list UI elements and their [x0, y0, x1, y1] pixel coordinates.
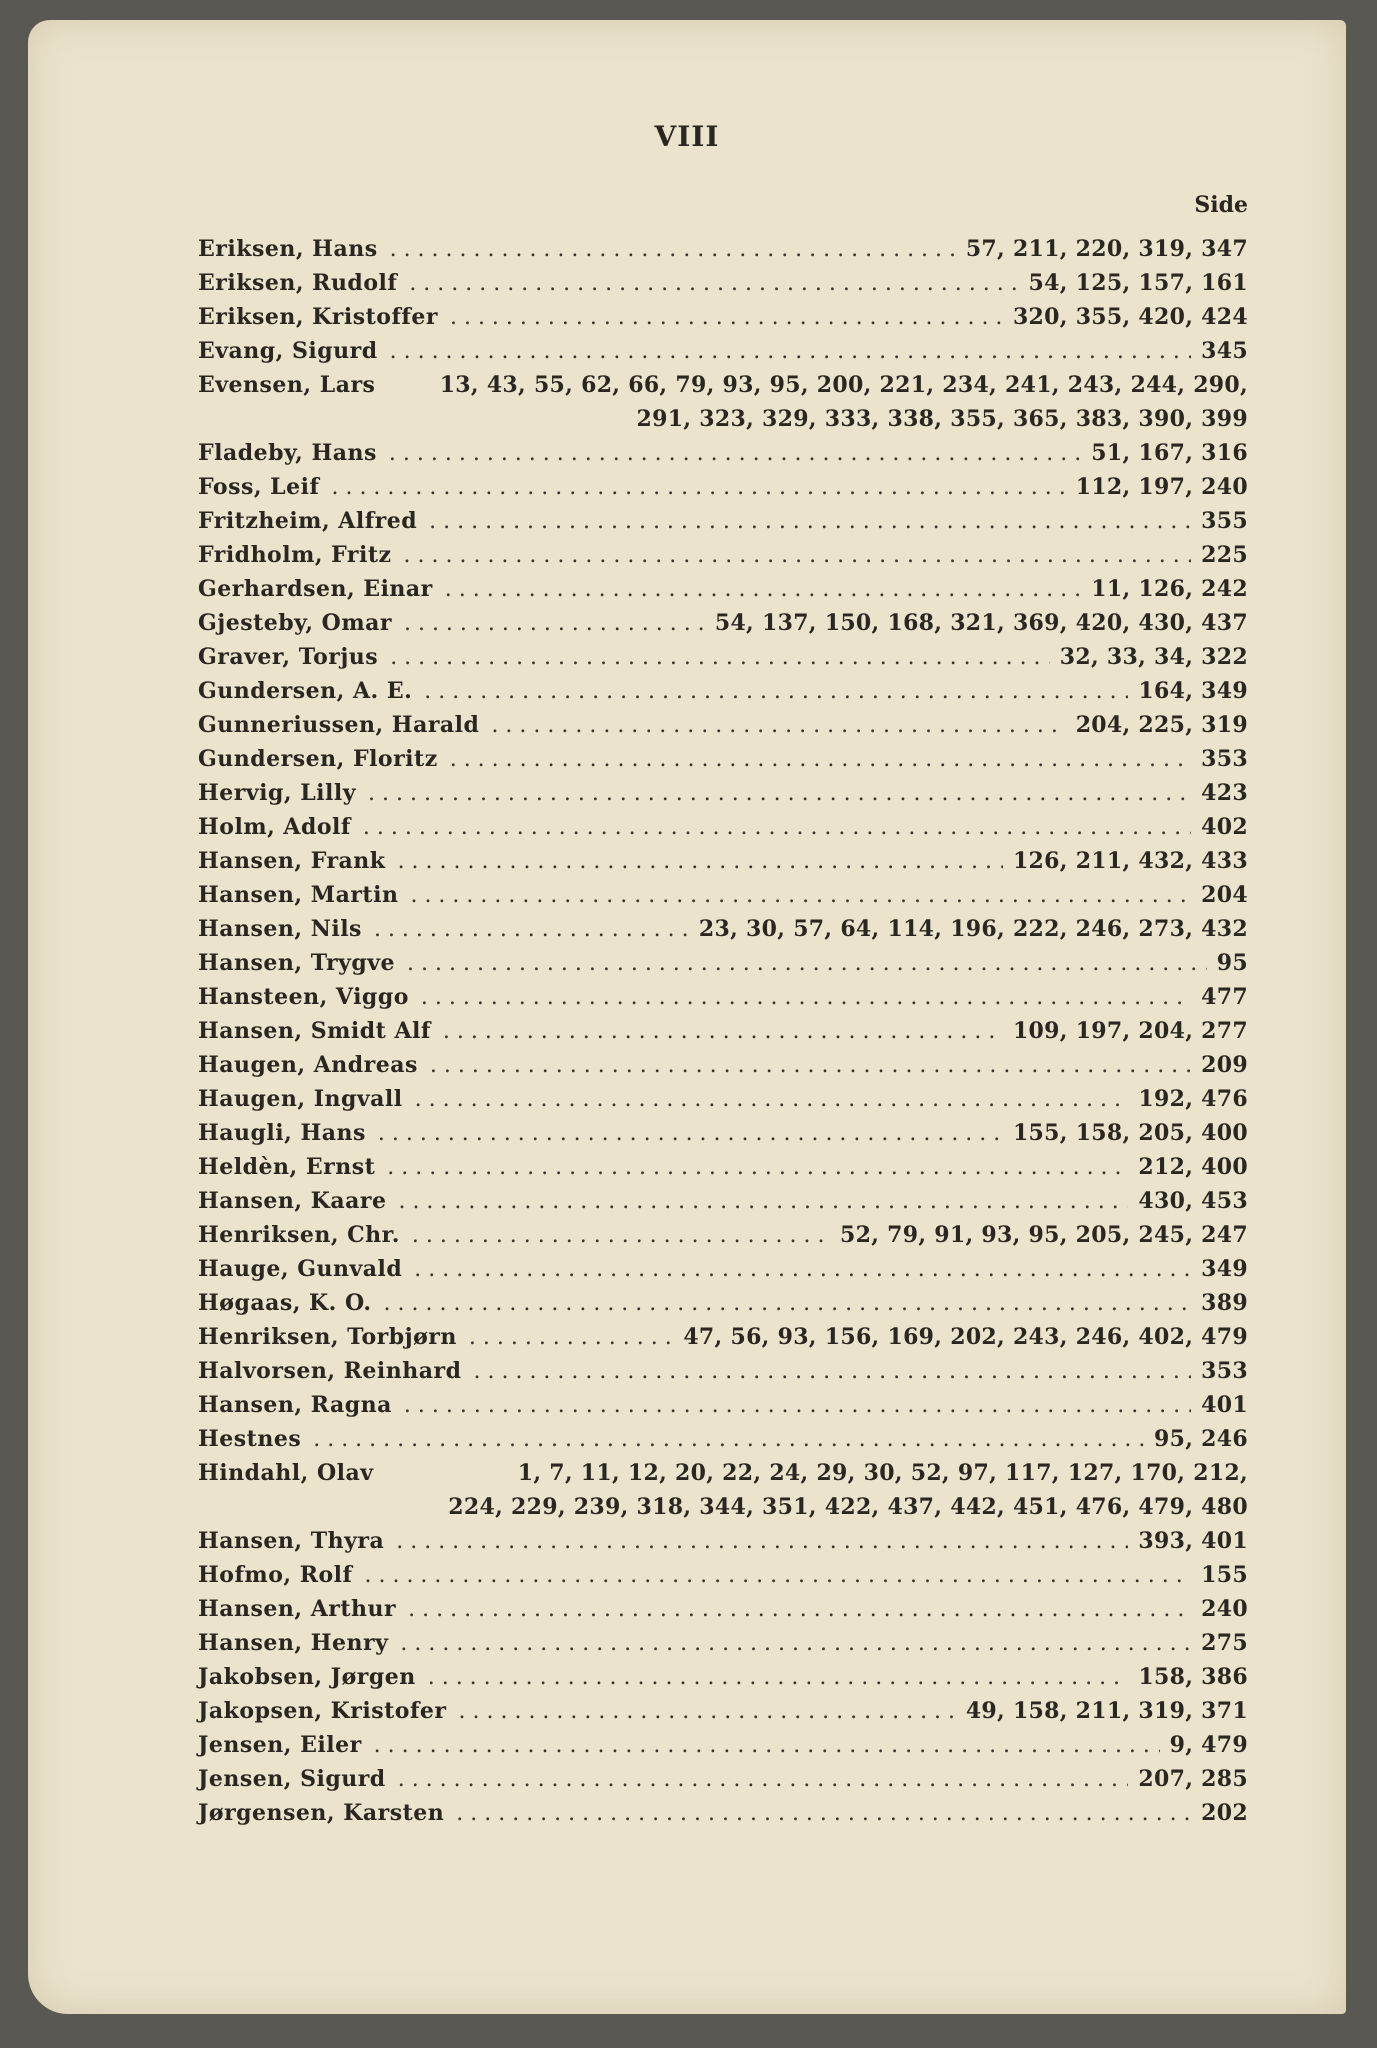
index-entry-line: [198, 1252, 1248, 1286]
index-entry-line: [198, 1320, 1248, 1354]
dot-leader: [390, 641, 1050, 675]
entry-page-numbers: 204, 225, 319: [1075, 712, 1248, 738]
index-entry: [198, 1048, 1248, 1082]
entry-name: Hansen, Smidt Alf: [198, 1018, 431, 1044]
entry-name: Hansen, Thyra: [198, 1528, 385, 1554]
entry-name: Haugen, Ingvall: [198, 1086, 403, 1112]
index-entry-line: [198, 742, 1248, 776]
entry-name: Gerhardsen, Einar: [198, 576, 433, 602]
dot-leader: [429, 505, 1191, 539]
index-entry: [198, 334, 1248, 368]
entry-page-numbers: 430, 453: [1138, 1188, 1248, 1214]
index-entry-line: [198, 1286, 1248, 1320]
index-entry-line: [198, 980, 1248, 1014]
entry-name: Jensen, Eiler: [198, 1732, 362, 1758]
entry-name: Hansen, Nils: [198, 916, 362, 942]
index-entry: [198, 232, 1248, 266]
entry-name: Hansen, Martin: [198, 882, 399, 908]
entry-name: Gjesteby, Omar: [198, 610, 392, 636]
dot-leader: [404, 1389, 1191, 1423]
entry-name: Haugen, Andreas: [198, 1052, 418, 1078]
index-entry: [198, 708, 1248, 742]
index-entry-line: [198, 232, 1248, 266]
dot-leader: [412, 1219, 830, 1253]
index-entry: [198, 980, 1248, 1014]
dot-leader: [363, 811, 1191, 845]
index-entry: [198, 912, 1248, 946]
entry-name: Hindahl, Olav: [198, 1460, 374, 1486]
index-entry-line: [198, 708, 1248, 742]
entry-page-numbers: 209: [1201, 1052, 1248, 1078]
index-entry: [198, 878, 1248, 912]
entry-name: Evensen, Lars: [198, 372, 376, 398]
index-entry-line: [198, 1728, 1248, 1762]
entry-page-numbers: 320, 355, 420, 424: [1012, 304, 1248, 330]
dot-leader: [400, 1627, 1191, 1661]
dot-leader: [491, 709, 1065, 743]
index-entry-line: [198, 1524, 1248, 1558]
entry-name: Hansen, Frank: [198, 848, 386, 874]
entry-page-numbers: 393, 401: [1138, 1528, 1248, 1554]
dot-leader: [331, 471, 1065, 505]
entry-name: Foss, Leif: [198, 474, 320, 500]
entry-page-numbers: 207, 285: [1138, 1766, 1248, 1792]
entry-page-numbers: 23, 30, 57, 64, 114, 196, 222, 246, 273, 432: [698, 916, 1248, 942]
index-entry-line: [198, 436, 1248, 470]
entry-page-numbers: 112, 197, 240: [1075, 474, 1248, 500]
index-entry: [198, 1388, 1248, 1422]
index-entry: [198, 1150, 1248, 1184]
entry-name: Henriksen, Torbjørn: [198, 1324, 457, 1350]
entry-page-numbers: 192, 476: [1138, 1086, 1248, 1112]
entry-page-numbers: 47, 56, 93, 156, 169, 202, 243, 246, 402, 479: [683, 1324, 1248, 1350]
entry-page-numbers: 204: [1201, 882, 1248, 908]
entry-page-numbers: 126, 211, 432, 433: [1012, 848, 1248, 874]
entry-page-numbers: 355: [1201, 508, 1248, 534]
index-entry-line: [198, 674, 1248, 708]
index-entry-line: [198, 640, 1248, 674]
dot-leader: [450, 743, 1191, 777]
dot-leader: [445, 573, 1082, 607]
index-entry-line: [198, 266, 1248, 300]
index-entry-line: [198, 538, 1248, 572]
index-entry-line: [198, 1626, 1248, 1660]
name-index-list: [198, 232, 1248, 1830]
entry-page-numbers: 225: [1201, 542, 1248, 568]
entry-name: Hansen, Arthur: [198, 1596, 397, 1622]
dot-leader: [368, 777, 1191, 811]
entry-page-numbers: 423: [1201, 780, 1248, 806]
entry-name: Haugli, Hans: [198, 1120, 366, 1146]
index-entry: [198, 1456, 1248, 1524]
dot-leader: [415, 1083, 1129, 1117]
entry-page-numbers: 402: [1201, 814, 1248, 840]
index-entry-line: [198, 1456, 1248, 1490]
page-number: VIII: [654, 120, 720, 153]
index-entry-line: [198, 334, 1248, 368]
dot-leader: [450, 301, 1003, 335]
dot-leader: [374, 913, 689, 947]
entry-page-numbers: 291, 323, 329, 333, 338, 355, 365, 383, 390, 399: [636, 406, 1248, 432]
entry-page-numbers: 109, 197, 204, 277: [1012, 1018, 1248, 1044]
index-entry: [198, 1286, 1248, 1320]
entry-page-numbers: 202: [1201, 1800, 1248, 1826]
entry-page-numbers: 401: [1201, 1392, 1248, 1418]
entry-name: Eriksen, Rudolf: [198, 270, 398, 296]
entry-page-numbers: 158, 386: [1138, 1664, 1248, 1690]
entry-page-numbers: 353: [1201, 1358, 1248, 1384]
entry-name: Hansteen, Viggo: [198, 984, 409, 1010]
index-entry: [198, 606, 1248, 640]
entry-page-numbers: 155, 158, 205, 400: [1012, 1120, 1248, 1146]
index-entry-line: [198, 606, 1248, 640]
index-entry-continuation: [198, 402, 1248, 436]
dot-leader: [407, 947, 1207, 981]
index-entry: [198, 300, 1248, 334]
index-entry: [198, 266, 1248, 300]
entry-name: Holm, Adolf: [198, 814, 351, 840]
entry-page-numbers: 95: [1216, 950, 1248, 976]
index-entry-line: [198, 572, 1248, 606]
entry-name: Eriksen, Hans: [198, 236, 378, 262]
dot-leader: [389, 437, 1081, 471]
entry-page-numbers: 51, 167, 316: [1091, 440, 1248, 466]
dot-leader: [384, 1287, 1192, 1321]
dot-leader: [424, 675, 1128, 709]
index-entry: [198, 810, 1248, 844]
entry-page-numbers: 95, 246: [1154, 1426, 1248, 1452]
dot-leader: [398, 1185, 1128, 1219]
dot-leader: [398, 845, 1003, 879]
entry-page-numbers: 240: [1201, 1596, 1248, 1622]
index-entry-line: [198, 1694, 1248, 1728]
index-entry-line: [198, 300, 1248, 334]
index-entry: [198, 1796, 1248, 1830]
dot-leader: [469, 1321, 673, 1355]
index-entry: [198, 1592, 1248, 1626]
entry-name: Evang, Sigurd: [198, 338, 378, 364]
index-entry-line: [198, 810, 1248, 844]
index-entry-line: [198, 1184, 1248, 1218]
index-entry: [198, 1218, 1248, 1252]
index-entry-line: [198, 1082, 1248, 1116]
entry-name: Jakobsen, Jørgen: [198, 1664, 416, 1690]
index-entry: [198, 1422, 1248, 1456]
index-entry-line: [198, 504, 1248, 538]
entry-page-numbers: 52, 79, 91, 93, 95, 205, 245, 247: [840, 1222, 1248, 1248]
dot-leader: [443, 1015, 1003, 1049]
dot-leader: [364, 1559, 1191, 1593]
side-column-header: Side: [1194, 192, 1248, 218]
entry-name: Hauge, Gunvald: [198, 1256, 403, 1282]
entry-name: Eriksen, Kristoffer: [198, 304, 438, 330]
entry-name: Hansen, Kaare: [198, 1188, 387, 1214]
dot-leader: [459, 1695, 956, 1729]
dot-leader: [390, 233, 956, 267]
index-entry: [198, 1558, 1248, 1592]
entry-page-numbers: 389: [1201, 1290, 1248, 1316]
index-entry: [198, 1082, 1248, 1116]
entry-name: Jakopsen, Kristofer: [198, 1698, 447, 1724]
index-entry-line: [198, 1422, 1248, 1456]
entry-name: Hansen, Trygve: [198, 950, 396, 976]
entry-name: Gundersen, A. E.: [198, 678, 413, 704]
dot-leader: [421, 981, 1191, 1015]
index-entry: [198, 844, 1248, 878]
index-entry-line: [198, 776, 1248, 810]
entry-page-numbers: 477: [1201, 984, 1248, 1010]
index-entry: [198, 572, 1248, 606]
index-entry-line: [198, 368, 1248, 402]
index-entry-line: [198, 1218, 1248, 1252]
dot-leader: [398, 1763, 1129, 1797]
dot-leader: [387, 1151, 1128, 1185]
index-entry-line: [198, 1796, 1248, 1830]
entry-page-numbers: 9, 479: [1169, 1732, 1248, 1758]
index-entry-line: [198, 912, 1248, 946]
index-entry: [198, 1354, 1248, 1388]
index-entry-line: [198, 1592, 1248, 1626]
entry-page-numbers: 54, 137, 150, 168, 321, 369, 420, 430, 437: [714, 610, 1248, 636]
entry-name: Fladeby, Hans: [198, 440, 377, 466]
dot-leader: [404, 607, 705, 641]
index-entry: [198, 504, 1248, 538]
dot-leader: [408, 1593, 1191, 1627]
index-entry-line: [198, 1014, 1248, 1048]
index-entry: [198, 436, 1248, 470]
index-entry: [198, 1252, 1248, 1286]
index-entry-line: [198, 1660, 1248, 1694]
entry-page-numbers: 353: [1201, 746, 1248, 772]
entry-name: Hervig, Lilly: [198, 780, 357, 806]
index-entry-line: [198, 1354, 1248, 1388]
index-entry: [198, 1626, 1248, 1660]
entry-page-numbers: 13, 43, 55, 62, 66, 79, 93, 95, 200, 221, 234, 241, 243, 244, 290,: [439, 372, 1248, 398]
dot-leader: [456, 1797, 1191, 1831]
dot-leader: [378, 1117, 1003, 1151]
dot-leader: [404, 539, 1192, 573]
entry-page-numbers: 1, 7, 11, 12, 20, 22, 24, 29, 30, 52, 97, 117, 127, 170, 212,: [517, 1460, 1248, 1486]
index-entry: [198, 1660, 1248, 1694]
index-entry: [198, 1762, 1248, 1796]
index-entry: [198, 470, 1248, 504]
dot-leader: [374, 1729, 1160, 1763]
entry-page-numbers: 164, 349: [1138, 678, 1248, 704]
entry-page-numbers: 54, 125, 157, 161: [1028, 270, 1248, 296]
entry-name: Hestnes: [198, 1426, 302, 1452]
dot-leader: [410, 879, 1191, 913]
index-entry-continuation: [198, 1490, 1248, 1524]
entry-page-numbers: 275: [1201, 1630, 1248, 1656]
dot-leader: [390, 335, 1192, 369]
entry-name: Fritzheim, Alfred: [198, 508, 418, 534]
index-entry-line: [198, 470, 1248, 504]
entry-name: Heldèn, Ernst: [198, 1154, 376, 1180]
index-entry: [198, 742, 1248, 776]
entry-name: Jørgensen, Karsten: [198, 1800, 445, 1826]
entry-page-numbers: 32, 33, 34, 322: [1059, 644, 1248, 670]
dot-leader: [428, 1661, 1129, 1695]
entry-name: Fridholm, Fritz: [198, 542, 392, 568]
entry-name: Høgaas, K. O.: [198, 1290, 372, 1316]
entry-name: Graver, Torjus: [198, 644, 379, 670]
index-entry: [198, 1728, 1248, 1762]
index-entry: [198, 1014, 1248, 1048]
dot-leader: [474, 1355, 1192, 1389]
index-entry: [198, 1320, 1248, 1354]
entry-name: Hansen, Ragna: [198, 1392, 392, 1418]
index-entry: [198, 1116, 1248, 1150]
index-entry: [198, 1694, 1248, 1728]
index-entry-line: [198, 844, 1248, 878]
entry-name: Jensen, Sigurd: [198, 1766, 386, 1792]
entry-name: Halvorsen, Reinhard: [198, 1358, 462, 1384]
entry-name: Hofmo, Rolf: [198, 1562, 353, 1588]
index-entry-line: [198, 1116, 1248, 1150]
entry-page-numbers: 11, 126, 242: [1091, 576, 1248, 602]
dot-leader: [414, 1253, 1191, 1287]
entry-page-numbers: 57, 211, 220, 319, 347: [965, 236, 1248, 262]
index-entry-line: [198, 1558, 1248, 1592]
index-entry: [198, 776, 1248, 810]
index-entry: [198, 1524, 1248, 1558]
dot-leader: [430, 1049, 1191, 1083]
index-entry: [198, 640, 1248, 674]
entry-page-numbers: 345: [1201, 338, 1248, 364]
index-entry-line: [198, 1762, 1248, 1796]
index-entry-line: [198, 946, 1248, 980]
entry-name: Gundersen, Floritz: [198, 746, 438, 772]
index-entry-line: [198, 878, 1248, 912]
index-entry: [198, 674, 1248, 708]
index-entry-line: [198, 1388, 1248, 1422]
entry-page-numbers: 155: [1201, 1562, 1248, 1588]
dot-leader: [409, 267, 1018, 301]
index-entry-line: [198, 1150, 1248, 1184]
entry-name: Henriksen, Chr.: [198, 1222, 400, 1248]
index-entry: [198, 1184, 1248, 1218]
entry-page-numbers: 212, 400: [1138, 1154, 1248, 1180]
index-entry: [198, 946, 1248, 980]
entry-page-numbers: 349: [1201, 1256, 1248, 1282]
dot-leader: [396, 1525, 1128, 1559]
entry-page-numbers: 49, 158, 211, 319, 371: [965, 1698, 1248, 1724]
entry-page-numbers: 224, 229, 239, 318, 344, 351, 422, 437, 442, 451, 476, 479, 480: [448, 1494, 1248, 1520]
document-page: [28, 20, 1346, 2014]
dot-leader: [313, 1423, 1144, 1457]
entry-name: Gunneriussen, Harald: [198, 712, 480, 738]
index-entry: [198, 538, 1248, 572]
index-entry: [198, 368, 1248, 436]
index-entry-line: [198, 1048, 1248, 1082]
entry-name: Hansen, Henry: [198, 1630, 389, 1656]
